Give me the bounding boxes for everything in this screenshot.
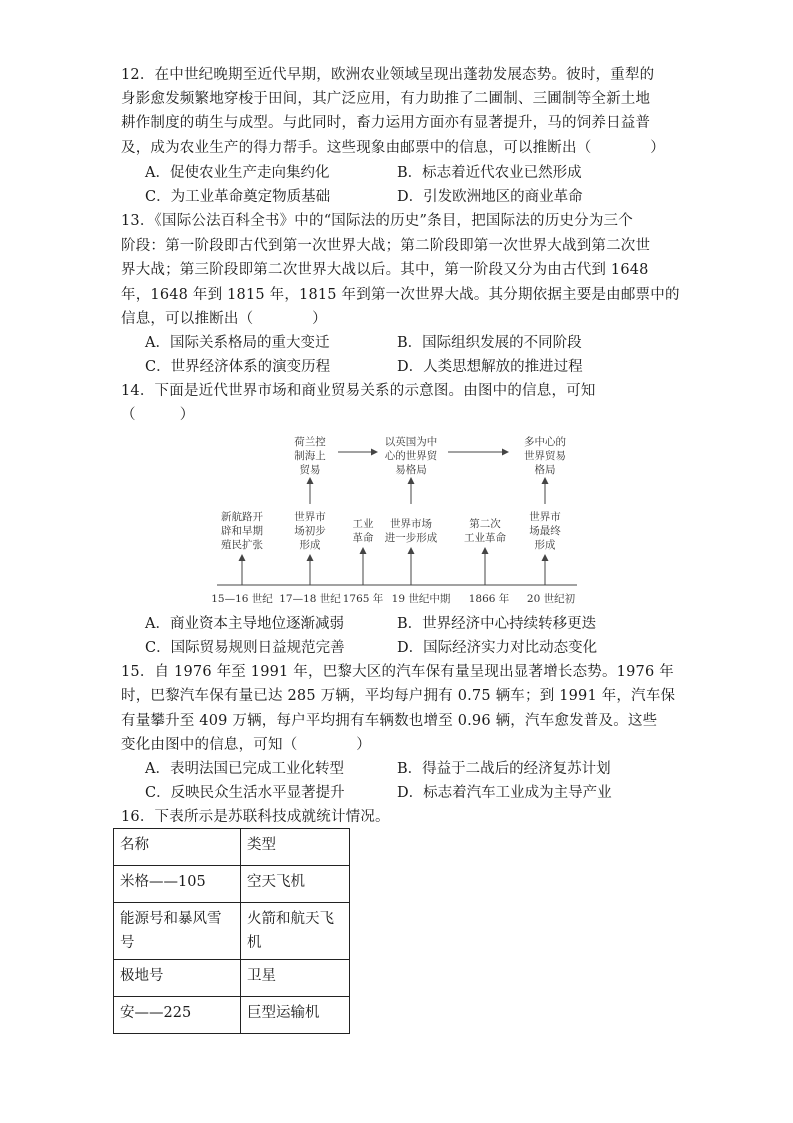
table-cell-name: 米格——105	[114, 866, 241, 903]
table-cell-type: 巨型运输机	[241, 997, 350, 1034]
question-13-option-d[interactable]: D．人类思想解放的推进过程	[397, 359, 583, 375]
mid-label-new-routes	[221, 510, 263, 551]
question-13-line-3: 界大战；第三阶段即第二次世界大战以后。其中，第一阶段又分为由古代到 1648	[121, 262, 649, 278]
soviet-tech-table	[113, 828, 350, 1034]
top-box-dutch-line-2: 制海上	[294, 450, 326, 462]
question-13-option-c[interactable]: C．世界经济体系的演变历程	[145, 359, 331, 375]
table-row	[114, 997, 350, 1034]
mid-label-market-further-line-1: 世界市场	[390, 518, 432, 530]
question-15-option-d[interactable]: D．标志着汽车工业成为主导产业	[397, 785, 612, 801]
top-box-multicenter-line-3: 格局	[534, 464, 556, 476]
mid-label-industrial-revolution-line-1: 工业	[352, 518, 374, 530]
question-12-option-c[interactable]: C．为工业革命奠定物质基础	[145, 189, 331, 205]
table-cell-name: 安——225	[114, 997, 241, 1034]
question-15-option-c[interactable]: C．反映民众生活水平显著提升	[145, 785, 345, 801]
mid-label-market-final-line-1: 世界市	[529, 511, 561, 523]
question-14-option-a[interactable]: A．商业资本主导地位逐渐减弱	[145, 616, 344, 632]
table-row	[114, 866, 350, 903]
question-12-line-1: 12．在中世纪晚期至近代早期，欧洲农业领域呈现出蓬勃发展态势。彼时，重犁的	[121, 67, 655, 83]
mid-label-industrial-revolution-line-2: 革命	[352, 532, 374, 544]
question-12-option-b[interactable]: B．标志着近代农业已然形成	[397, 165, 582, 181]
mid-label-market-further-line-2: 进一步形成	[384, 532, 438, 544]
question-12-line-3: 耕作制度的萌生与成型。与此同时，畜力运用方面亦有显著提升，马的饲养日益普	[121, 115, 651, 131]
question-12-line-2: 身影愈发频繁地穿梭于田间，其广泛应用，有力助推了二圃制、三圃制等全新土地	[121, 91, 651, 107]
table-cell-name: 极地号	[114, 960, 241, 997]
question-14-option-b[interactable]: B．世界经济中心持续转移更迭	[397, 616, 597, 632]
timeline-label-1: 15—16 世纪	[211, 593, 273, 605]
mid-label-market-initial-line-1: 世界市	[294, 511, 326, 523]
table-cell-name: 能源号和暴风雪号	[114, 903, 241, 960]
top-box-british-line-1: 以英国为中	[384, 436, 438, 448]
question-15-line-1: 15．自 1976 年至 1991 年，巴黎大区的汽车保有量呈现出显著增长态势。1976 年	[121, 664, 674, 680]
table-header-type: 类型	[241, 829, 350, 866]
timeline-label-5: 1866 年	[468, 593, 510, 605]
mid-label-market-final	[529, 510, 561, 551]
question-12-option-d[interactable]: D．引发欧洲地区的商业革命	[397, 189, 583, 205]
question-13-line-5: 信息，可以推断出（ ）	[121, 311, 327, 327]
question-15-line-4: 变化由图中的信息，可知（ ）	[121, 737, 371, 753]
question-13-option-a[interactable]: A．国际关系格局的重大变迁	[145, 335, 330, 351]
question-12-line-4: 及，成为农业生产的得力帮手。这些现象由邮票中的信息，可以推断出（ ）	[121, 140, 665, 156]
mid-label-market-final-line-2: 场最终	[529, 525, 561, 537]
top-box-british-line-2: 心的世界贸	[384, 450, 438, 462]
question-13-line-2: 阶段：第一阶段即古代到第一次世界大战；第二阶段即第一次世界大战到第二次世	[121, 238, 651, 254]
question-14-line-1: 14．下面是近代世界市场和商业贸易关系的示意图。由图中的信息，可知	[121, 383, 596, 399]
question-15-line-3: 有量攀升至 409 万辆，每户平均拥有车辆数也增至 0.96 辆，汽车愈发普及。这些	[121, 713, 658, 729]
world-market-diagram	[205, 428, 595, 608]
timeline-label-6: 20 世纪初	[526, 593, 576, 605]
question-15-option-b[interactable]: B．得益于二战后的经济复苏计划	[397, 761, 611, 777]
timeline-label-4: 19 世纪中期	[391, 593, 451, 605]
question-14-option-c[interactable]: C．国际贸易规则日益规范完善	[145, 640, 345, 656]
top-box-multicenter-line-2: 世界贸易	[524, 450, 566, 462]
question-14-line-2: （ ）	[121, 407, 195, 423]
mid-label-new-routes-line-2: 辟和早期	[221, 525, 263, 537]
mid-label-industrial-revolution	[353, 517, 374, 544]
top-box-dutch	[294, 435, 326, 476]
question-12-option-a[interactable]: A．促使农业生产走向集约化	[145, 165, 330, 181]
mid-label-market-further	[385, 517, 438, 544]
table-header-row	[114, 829, 350, 866]
mid-label-second-industrial-revolution-line-2: 工业革命	[464, 532, 506, 544]
mid-label-second-industrial-revolution	[464, 517, 506, 544]
mid-label-new-routes-line-3: 殖民扩张	[221, 539, 263, 551]
mid-label-market-final-line-3: 形成	[534, 539, 556, 551]
timeline-label-3: 1765 年	[342, 593, 384, 605]
question-13-option-b[interactable]: B．国际组织发展的不同阶段	[397, 335, 582, 351]
mid-label-market-initial-line-3: 形成	[299, 539, 321, 551]
table-cell-type: 卫星	[241, 960, 350, 997]
mid-label-market-initial-line-2: 场初步	[294, 525, 326, 537]
question-15-line-2: 时，巴黎汽车保有量已达 285 万辆，平均每户拥有 0.75 辆车；到 1991 年，汽车保	[121, 688, 676, 704]
table-cell-type: 火箭和航天飞机	[241, 903, 350, 960]
mid-label-market-initial	[294, 510, 326, 551]
table-row	[114, 903, 350, 960]
top-box-british-line-3: 易格局	[395, 464, 427, 476]
table-row	[114, 960, 350, 997]
top-box-dutch-line-1: 荷兰控	[294, 436, 326, 448]
question-15-option-a[interactable]: A．表明法国已完成工业化转型	[145, 761, 344, 777]
top-box-dutch-line-3: 贸易	[299, 464, 321, 476]
timeline-label-2: 17—18 世纪	[279, 593, 341, 605]
table-header-name: 名称	[114, 829, 241, 866]
question-13-line-4: 年，1648 年到 1815 年，1815 年到第一次世界大战。其分期依据主要是由邮票中的	[121, 287, 680, 303]
top-box-multicenter	[524, 435, 566, 476]
mid-label-new-routes-line-1: 新航路开	[221, 511, 263, 523]
table-cell-type: 空天飞机	[241, 866, 350, 903]
mid-label-second-industrial-revolution-line-1: 第二次	[469, 518, 501, 530]
question-14-option-d[interactable]: D．国际经济实力对比动态变化	[397, 640, 598, 656]
question-16-intro: 16．下表所示是苏联科技成就统计情况。	[121, 809, 390, 825]
top-box-multicenter-line-1: 多中心的	[524, 436, 566, 448]
top-box-british	[385, 435, 438, 476]
question-13-line-1: 13．《国际公法百科全书》中的“国际法的历史”条目，把国际法的历史分为三个	[121, 213, 633, 229]
